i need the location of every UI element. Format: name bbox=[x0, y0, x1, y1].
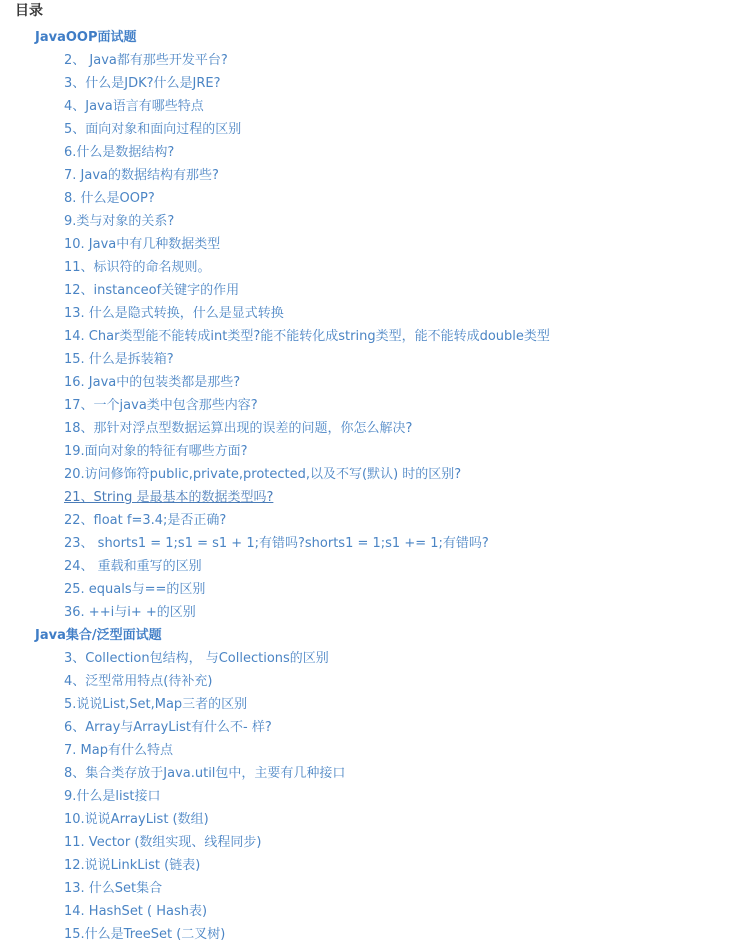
toc-item-link[interactable]: 15.什么是TreeSet (二叉树) bbox=[64, 927, 226, 942]
toc-item bbox=[0, 116, 742, 139]
toc-item bbox=[0, 921, 742, 944]
toc-item-link[interactable]: 3、Collection包结构， 与Collections的区别 bbox=[64, 651, 329, 666]
toc-item bbox=[0, 898, 742, 921]
toc-item bbox=[0, 208, 742, 231]
toc-item bbox=[0, 875, 742, 898]
toc-item-link[interactable]: 13. 什么Set集合 bbox=[64, 881, 163, 896]
toc-item bbox=[0, 783, 742, 806]
toc-item bbox=[0, 254, 742, 277]
toc-item-link[interactable]: 4、Java语言有哪些特点 bbox=[64, 99, 204, 114]
toc-item bbox=[0, 300, 742, 323]
toc-item bbox=[0, 668, 742, 691]
toc-item-link[interactable]: 15. 什么是拆装箱? bbox=[64, 352, 174, 367]
toc-item-link[interactable]: 14. Char类型能不能转成int类型?能不能转化成string类型，能不能转成double类型 bbox=[64, 329, 550, 344]
toc-item-link[interactable]: 23、 shorts1 = 1;s1 = s1 + 1;有错吗?shorts1 = 1;s1 += 1;有错吗? bbox=[64, 536, 489, 551]
toc-item-link[interactable]: 16. Java中的包装类都是那些? bbox=[64, 375, 241, 390]
toc-item-link[interactable]: 36. ++i与i+ +的区别 bbox=[64, 605, 196, 620]
toc-item-link[interactable]: 4、泛型常用特点(待补充) bbox=[64, 674, 213, 689]
toc-item bbox=[0, 737, 742, 760]
toc-item bbox=[0, 231, 742, 254]
toc-item bbox=[0, 691, 742, 714]
toc-item bbox=[0, 346, 742, 369]
toc-item bbox=[0, 369, 742, 392]
toc-item bbox=[0, 484, 742, 507]
toc-item bbox=[0, 714, 742, 737]
toc-item bbox=[0, 392, 742, 415]
toc-item-link[interactable]: 8、集合类存放于Java.util包中，主要有几种接口 bbox=[64, 766, 346, 781]
toc-item-link[interactable]: 11、标识符的命名规则。 bbox=[64, 260, 211, 275]
toc-item bbox=[0, 530, 742, 553]
toc-section-heading bbox=[0, 622, 742, 645]
toc-item bbox=[0, 829, 742, 852]
toc-item bbox=[0, 507, 742, 530]
toc-item-link[interactable]: 19.面向对象的特征有哪些方面? bbox=[64, 444, 248, 459]
toc-item-link[interactable]: 8. 什么是OOP? bbox=[64, 191, 155, 206]
toc-item-link[interactable]: 3、什么是JDK?什么是JRE? bbox=[64, 76, 221, 91]
toc-item-link[interactable]: 20.访问修饰符public,private,protected,以及不写(默认) 时的区别? bbox=[64, 467, 462, 482]
toc-item bbox=[0, 185, 742, 208]
toc-section-link[interactable]: JavaOOP面试题 bbox=[35, 30, 137, 45]
toc-item-link[interactable]: 6.什么是数据结构? bbox=[64, 145, 175, 160]
toc-item-link[interactable]: 2、 Java都有那些开发平台? bbox=[64, 53, 228, 68]
toc-item-link[interactable]: 24、 重载和重写的区别 bbox=[64, 559, 202, 574]
toc-item-link[interactable]: 9.什么是list接口 bbox=[64, 789, 161, 804]
toc-item-link[interactable]: 5.说说List,Set,Map三者的区别 bbox=[64, 697, 248, 712]
toc-item-link[interactable]: 5、面向对象和面向过程的区别 bbox=[64, 122, 242, 137]
toc-item-link[interactable]: 6、Array与ArrayList有什么不- 样? bbox=[64, 720, 272, 735]
table-of-contents bbox=[0, 24, 742, 944]
toc-item-link[interactable]: 10.说说ArrayList (数组) bbox=[64, 812, 209, 827]
toc-item-link[interactable]: 10. Java中有几种数据类型 bbox=[64, 237, 221, 252]
toc-item bbox=[0, 806, 742, 829]
toc-item-link[interactable]: 25. equals与==的区别 bbox=[64, 582, 206, 597]
toc-item-link[interactable]: 9.类与对象的关系? bbox=[64, 214, 175, 229]
toc-item bbox=[0, 415, 742, 438]
toc-item bbox=[0, 576, 742, 599]
toc-item bbox=[0, 599, 742, 622]
toc-item-link[interactable]: 7. Java的数据结构有那些? bbox=[64, 168, 219, 183]
toc-section-link[interactable]: Java集合/泛型面试题 bbox=[35, 628, 162, 643]
toc-item-link[interactable]: 18、那针对浮点型数据运算出现的误差的问题，你怎么解决? bbox=[64, 421, 413, 436]
toc-item-link[interactable]: 11. Vector (数组实现、线程同步) bbox=[64, 835, 262, 850]
toc-item bbox=[0, 438, 742, 461]
toc-item-link[interactable]: 12.说说LinkList (链表) bbox=[64, 858, 201, 873]
toc-item-link[interactable]: 12、instanceof关键字的作用 bbox=[64, 283, 240, 298]
toc-item bbox=[0, 461, 742, 484]
toc-item bbox=[0, 323, 742, 346]
toc-item-link[interactable]: 21、String 是最基本的数据类型吗? bbox=[64, 490, 274, 505]
toc-item-link[interactable]: 7. Map有什么特点 bbox=[64, 743, 173, 758]
toc-item-link[interactable]: 14. HashSet ( Hash表) bbox=[64, 904, 208, 919]
toc-title: 目录 bbox=[15, 3, 43, 19]
toc-item bbox=[0, 277, 742, 300]
toc-item bbox=[0, 70, 742, 93]
toc-item-link[interactable]: 17、一个java类中包含那些内容? bbox=[64, 398, 258, 413]
toc-item bbox=[0, 162, 742, 185]
toc-item-link[interactable]: 13. 什么是隐式转换，什么是显式转换 bbox=[64, 306, 284, 321]
toc-item bbox=[0, 553, 742, 576]
toc-section-heading bbox=[0, 24, 742, 47]
toc-item bbox=[0, 93, 742, 116]
toc-item bbox=[0, 645, 742, 668]
toc-item bbox=[0, 852, 742, 875]
toc-item bbox=[0, 47, 742, 70]
toc-item bbox=[0, 760, 742, 783]
toc-item bbox=[0, 139, 742, 162]
toc-item-link[interactable]: 22、float f=3.4;是否正确? bbox=[64, 513, 227, 528]
